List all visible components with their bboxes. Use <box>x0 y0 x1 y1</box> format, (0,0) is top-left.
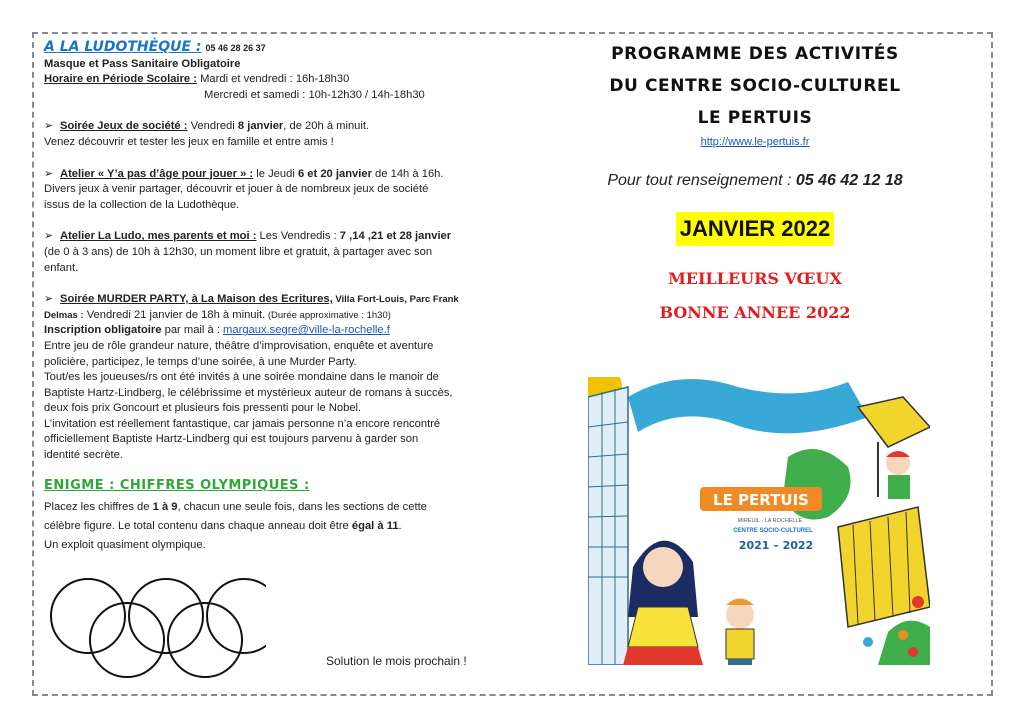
item4-desc-6: L’invitation est réellement fantastique, car jamais personne n’a encore rencontré <box>44 417 441 430</box>
ring-4 <box>90 603 164 677</box>
item2-description-2: issus de la collection de la Ludothèque. <box>44 198 240 211</box>
program-title-3: LE PERTUIS <box>697 108 813 128</box>
bullet-arrow-icon: ➢ <box>44 230 54 243</box>
boy-figure <box>726 599 754 666</box>
ring-3 <box>207 579 266 653</box>
ring-5 <box>168 603 242 677</box>
email-link[interactable]: margaux.segre@ville-la-rochelle.f <box>223 324 390 337</box>
enigme-text-1c: , chacun une seule fois, dans les sections de cette <box>177 501 427 514</box>
item3-description-2: enfant. <box>44 261 79 274</box>
item-murder-party <box>44 292 504 308</box>
left-column <box>44 40 504 555</box>
item4-time: Vendredi 21 janvier de 18h à minuit. <box>83 308 266 321</box>
ring-1 <box>51 579 125 653</box>
horaire-text-1: Mardi et vendredi : 16h-18h30 <box>196 73 350 86</box>
solution-note: Solution le mois prochain ! <box>326 654 467 668</box>
item-atelier-ludo <box>44 229 504 245</box>
item1-text-2: , de 20h à minuit. <box>283 120 370 133</box>
horaire-line-2: Mercredi et samedi : 10h-12h30 / 14h-18h30 <box>204 88 425 101</box>
item2-text: le Jeudi <box>253 167 298 180</box>
item-atelier-age <box>44 167 504 183</box>
item4-desc-7: officiellement Baptiste Hartz-Lindberg qui est toujours parvenu à garder son <box>44 433 419 446</box>
greeting-1: MEILLEURS VŒUX <box>668 269 842 288</box>
greetings <box>560 262 950 330</box>
enigme-text-2c: . <box>398 520 402 533</box>
ring-2 <box>129 579 203 653</box>
horaire-label: Horaire en Période Scolaire : <box>44 73 197 86</box>
right-column <box>560 38 950 330</box>
greeting-2: BONNE ANNEE 2022 <box>659 303 851 322</box>
enigme-line-2 <box>44 517 504 536</box>
enigme-line-3: Un exploit quasiment olympique. <box>44 539 206 552</box>
masque-notice: Masque et Pass Sanitaire Obligatoire <box>44 57 241 70</box>
ludo-phone: 05 46 28 26 37 <box>205 43 266 53</box>
enigme-line-1 <box>44 498 504 517</box>
item2-text-2: de 14h à 16h. <box>371 167 444 180</box>
ludo-title: A LA LUDOTHÈQUE : <box>44 39 202 55</box>
inscription-label: Inscription obligatoire <box>44 324 162 337</box>
enigme-title: ENIGME : CHIFFRES OLYMPIQUES : <box>44 477 310 493</box>
logo-years: 2021 – 2022 <box>738 539 814 552</box>
item4-place-2: Delmas : <box>44 309 84 321</box>
program-title-2: DU CENTRE SOCIO-CULTUREL <box>609 76 901 96</box>
olympic-rings-figure <box>46 578 266 680</box>
logo-name: LE PERTUIS <box>713 491 809 509</box>
item1-date: 8 janvier <box>237 120 284 133</box>
item3-title: Atelier La Ludo, mes parents et moi : <box>60 230 257 243</box>
month-title: JANVIER 2022 <box>676 212 834 246</box>
item4-line-2 <box>44 308 504 324</box>
bullet-arrow-icon: ➢ <box>44 167 54 180</box>
logo-sub-2: CENTRE SOCIO-CULTUREL <box>733 528 813 534</box>
logo-sub-1: MIREUIL · LA ROCHELLE <box>737 518 803 524</box>
item2-date: 6 et 20 janvier <box>297 167 372 180</box>
website-link[interactable]: http://www.le-pertuis.fr <box>700 136 810 148</box>
enigme-text-1a: Placez les chiffres de <box>44 501 153 514</box>
item2-description-1: Divers jeux à venir partager, découvrir et jouer à de nombreux jeux de société <box>44 183 429 196</box>
item3-text: Les Vendredis : <box>256 230 340 243</box>
bullet-arrow-icon: ➢ <box>44 120 54 133</box>
item3-dates: 7 ,14 ,21 et 28 janvier <box>339 230 452 243</box>
contact-phone: 05 46 42 12 18 <box>795 172 903 189</box>
item4-desc-1: Entre jeu de rôle grandeur nature, théâtre d’improvisation, enquête et aventure <box>44 339 434 352</box>
bullet-arrow-icon: ➢ <box>44 293 54 306</box>
enigme-heading <box>44 478 504 495</box>
item4-inscription <box>44 323 504 339</box>
item4-duration: (Durée approximative : 1h30) <box>265 309 391 321</box>
contact-label: Pour tout renseignement : <box>607 172 796 189</box>
inscription-text: par mail à : <box>161 324 224 337</box>
cover-illustration <box>588 377 930 665</box>
item1-title: Soirée Jeux de société : <box>60 120 188 133</box>
item2-title: Atelier « Y’a pas d’âge pour jouer » : <box>60 167 254 180</box>
item4-desc-8: identité secrète. <box>44 449 123 462</box>
item4-desc-5: deux fois prix Goncourt et plusieurs fois pressenti pour le Nobel. <box>44 402 362 415</box>
item-jeux-societe <box>44 119 504 135</box>
item4-desc-4: Baptiste Hartz-Lindberg, le célébrissime et mystérieux auteur de romans à succès, <box>44 386 453 399</box>
horaire-line-1 <box>44 72 504 88</box>
item3-description-1: (de 0 à 3 ans) de 10h à 12h30, un moment libre et gratuit, à partager avec son <box>44 245 433 258</box>
enigme-text-2a: célèbre figure. Le total contenu dans chaque anneau doit être <box>44 520 352 533</box>
item4-place: Villa Fort-Louis, Parc Frank <box>332 294 459 306</box>
item4-desc-2: policière, participez, le temps d’une soirée, à une Murder Party. <box>44 355 357 368</box>
child-on-roof-figure <box>886 451 910 499</box>
ludo-header <box>44 40 504 57</box>
item1-text: Vendredi <box>187 120 238 133</box>
program-title-1: PROGRAMME DES ACTIVITÉS <box>611 44 899 64</box>
item4-title: Soirée MURDER PARTY, à La Maison des Ecritures, <box>60 293 333 306</box>
building-left <box>588 387 628 665</box>
item1-description: Venez découvrir et tester les jeux en famille et entre amis ! <box>44 135 334 148</box>
contact-line <box>560 172 950 190</box>
enigme-text-2b: égal à 11 <box>351 520 399 533</box>
item4-desc-3: Tout/es les joueuses/rs ont été invités à une soirée mondaine dans le manoir de <box>44 371 439 384</box>
enigme-text-1b: 1 à 9 <box>152 501 178 514</box>
